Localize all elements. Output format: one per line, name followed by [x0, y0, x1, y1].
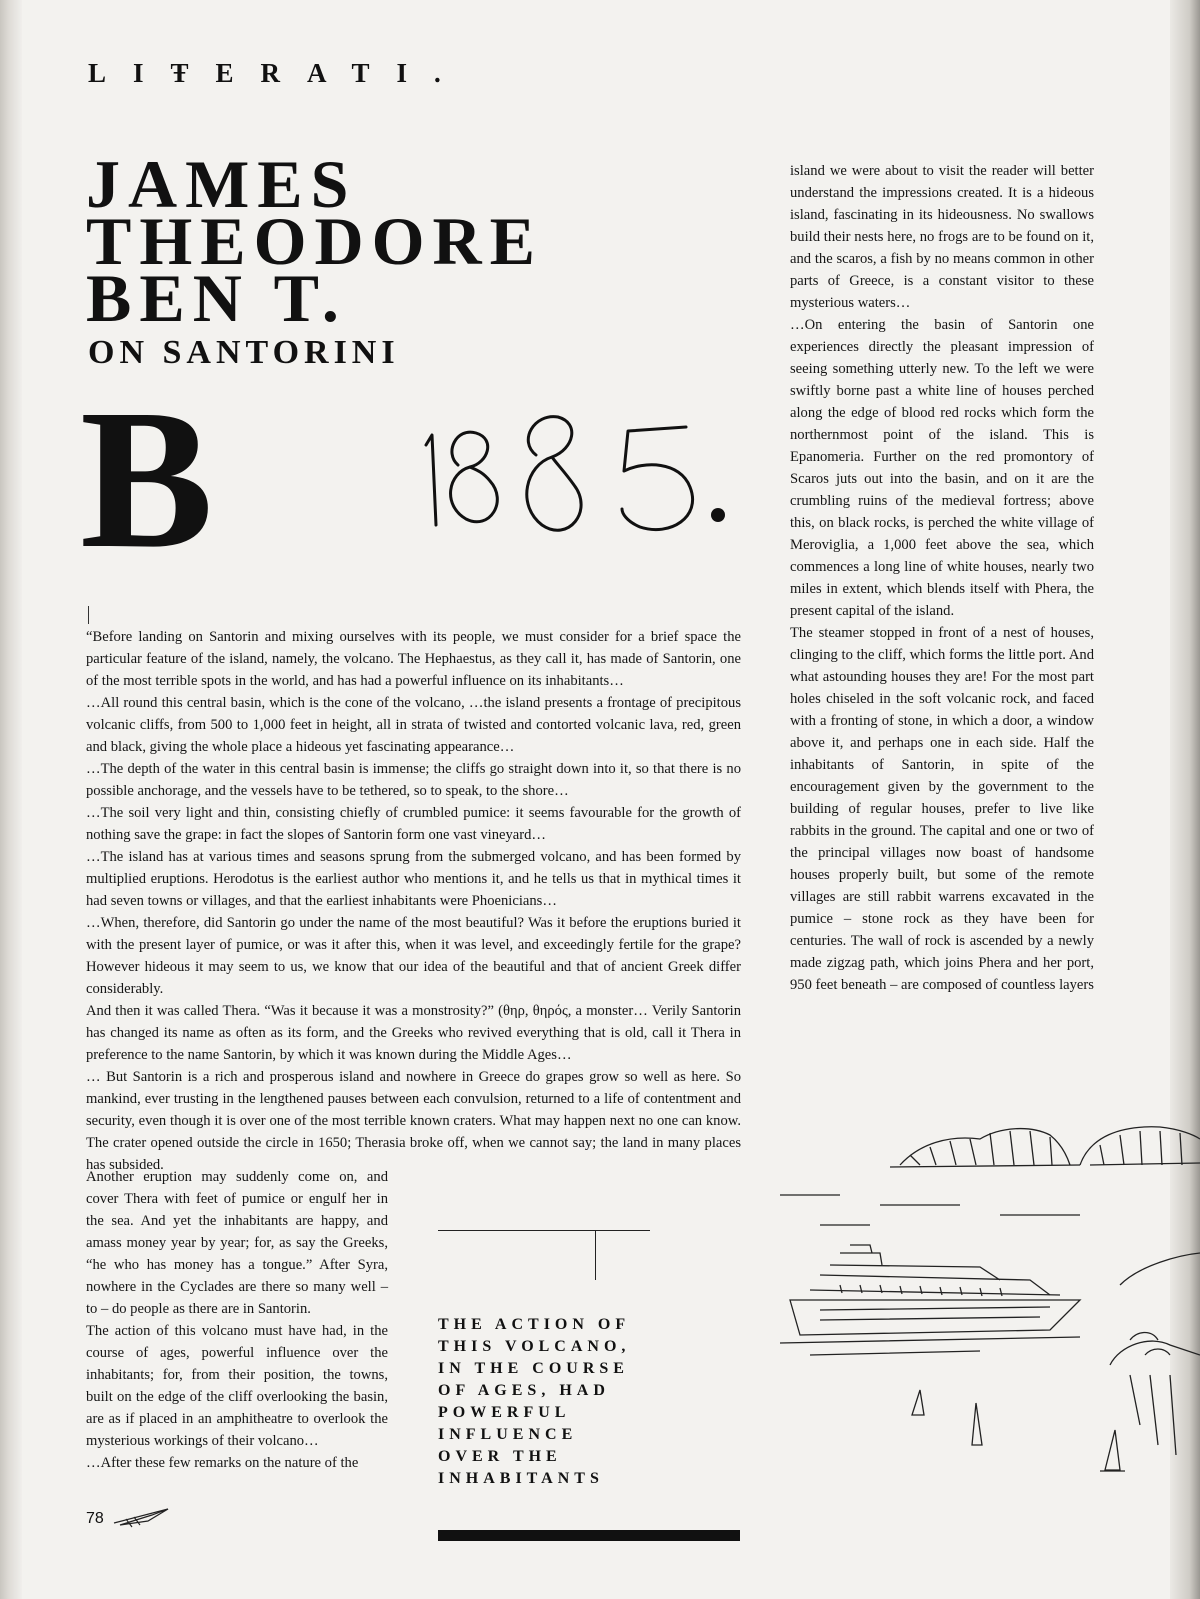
pullquote-rule-vertical [595, 1230, 596, 1280]
page-edge-left [0, 0, 22, 1599]
pullquote-line: THIS VOLCANO, [438, 1338, 631, 1355]
paragraph: The steamer stopped in front of a nest of houses, clinging to the cliff, which forms the little port. And what astounding houses they are! For the most part holes chiseled in the soft volcanic rock, and faced with a fronting of stone, in which a door, a window above it, and perhaps one in each side. Half the inhabitants of Santorin, in spite of the encouragement given by the government to the building of regular houses, prefer to live like rabbits in the ground. The capital and one or two of the principal villages now boast of handsome houses properly built, but some of the remote villages are still rabbit warrens excavated in the pumice – stone rock as they have been for centuries. The wall of rock is ascended by a newly made zigzag path, which joins Phera and her port, 950 feet beneath – are composed of countless layers [790, 625, 1094, 993]
paragraph: …On entering the basin of Santorin one experiences directly the pleasant impression of seeing something utterly new. To the left we were swiftly borne past a white line of houses perched along the edge of blood red rocks which form the northernmost point of the island. This is Epanomeria. Further on the red promontory of Scaros juts out into the basin, and on it are the crumbling ruins of the medieval fortress; above this, on black rocks, is perched the white village of Meroviglia, a 1,000 feet above the sea, which commences a long line of white houses, nearly two miles in extent, which blends itself with Phera, the present capital of the island. [790, 317, 1094, 619]
title-line: JAMES [86, 146, 357, 222]
article-subtitle: ON SANTORINI [88, 334, 400, 371]
paragraph: …All round this central basin, which is the cone of the volcano, …the island presents a frontage of precipitous volcanic cliffs, from 500 to 1,000 feet in height, all in strata of twisted and contorted volcanic lava, red, green and black, giving the whole place a hideous yet fascinating appearance… [86, 695, 741, 755]
pullquote [438, 1314, 738, 1490]
paragraph: “Before landing on Santorin and mixing ourselves with its people, we must consider for a brief space the particular feature of the island, namely, the volcano. The Hephaestus, as they call it, has made of Santorin, one of the most terrible spots in the world, and has had a powerful influence on its inhabitants… [86, 629, 741, 689]
paragraph: And then it was called Thera. “Was it because it was a monstrosity?” (θηρ, θηρός, a monster… Verily Santorin has changed its name as often as its form, and the Greeks who revived everything that is old, call it Thera in preference to the name Santorin, by which it was known during the Middle Ages… [86, 1003, 741, 1063]
page-number: 78 [86, 1510, 104, 1527]
drop-cap: B [80, 369, 214, 590]
masthead: LIŦERATI. [88, 58, 468, 88]
narrow-text-column [86, 1166, 388, 1474]
title-line: BEN T. [86, 260, 347, 336]
pullquote-rule-horizontal [438, 1230, 650, 1231]
article-title [86, 146, 606, 336]
paragraph: …When, therefore, did Santorin go under the name of the most beautiful? Was it before the eruptions buried it with the present layer of pumice, or was it after this, when it was level, and exceedingly fertile for the grape? However hideous it may seem to us, we know that our idea of the beautiful and that of ancient Greek differ considerably. [86, 915, 741, 997]
paragraph: …The depth of the water in this central basin is immense; the cliffs go straight down into it, so that there is no possible anchorage, and the vessels have to be tethered, so to speak, to the shore… [86, 761, 741, 799]
paragraph: … But Santorin is a rich and prosperous island and nowhere in Greece do grapes grow so well as here. So mankind, ever trusting in the lengthened pauses between each convulsion, returned to a life of contentment and security, even though it is over one of the most terrible known craters. What may happen next no one can know. The crater opened outside the circle in 1650; Therasia broke off, when we cannot say; the land in many places has subsided. [86, 1069, 741, 1173]
paragraph: …The island has at various times and seasons sprung from the submerged volcano, and has been formed by multiplied eruptions. Herodotus is the earliest author who mentions it, and he tells us that in mythical times it had seven towns or villages, and that the earliest inhabitants were Phoenicians… [86, 849, 741, 909]
pen-nib-icon [112, 1505, 172, 1529]
right-text-column [790, 160, 1094, 996]
title-line: THEODORE [86, 203, 543, 279]
pullquote-line: OVER THE [438, 1448, 562, 1465]
handwritten-year [418, 405, 738, 545]
paragraph: …The soil very light and thin, consisting chiefly of crumbled pumice: it seems favourable for the growth of nothing save the grape: in fact the slopes of Santorin form one vast vineyard… [86, 805, 741, 843]
text-marker [88, 606, 89, 624]
ship-sketch-illustration [780, 1125, 1200, 1525]
pullquote-line: THE ACTION OF [438, 1316, 631, 1333]
paragraph: …After these few remarks on the nature of the [86, 1455, 359, 1471]
pullquote-line: INHABITANTS [438, 1470, 604, 1487]
paragraph: Another eruption may suddenly come on, and cover Thera with feet of pumice or engulf her in the sea. And yet the inhabitants are happy, and amass money year by year; for, as say the Greeks, “he who has money has a tongue.” After Syra, nowhere in the Cyclades are there so many well – to – do people as there are in Santorin. [86, 1169, 388, 1317]
main-text-column [86, 626, 741, 1176]
paragraph: island we were about to visit the reader will better understand the impressions created. It is a hideous island, fascinating in its hideousness. No swallows build their nests here, no frogs are to be found on it, and the scaros, a fish by no means common in other parts of Greece, is a constant visitor to these mysterious waters… [790, 163, 1094, 311]
pullquote-line: OF AGES, HAD [438, 1382, 610, 1399]
paragraph: The action of this volcano must have had, in the course of ages, powerful influence over the inhabitants; for, from their position, the towns, built on the edge of the cliff overlooking the basin, are as if placed in an amphitheatre to overlook the mysterious workings of their volcano… [86, 1323, 388, 1449]
pullquote-line: INFLUENCE [438, 1426, 578, 1443]
pullquote-bar [438, 1530, 740, 1541]
pullquote-line: POWERFUL [438, 1404, 571, 1421]
pullquote-line: IN THE COURSE [438, 1360, 629, 1377]
